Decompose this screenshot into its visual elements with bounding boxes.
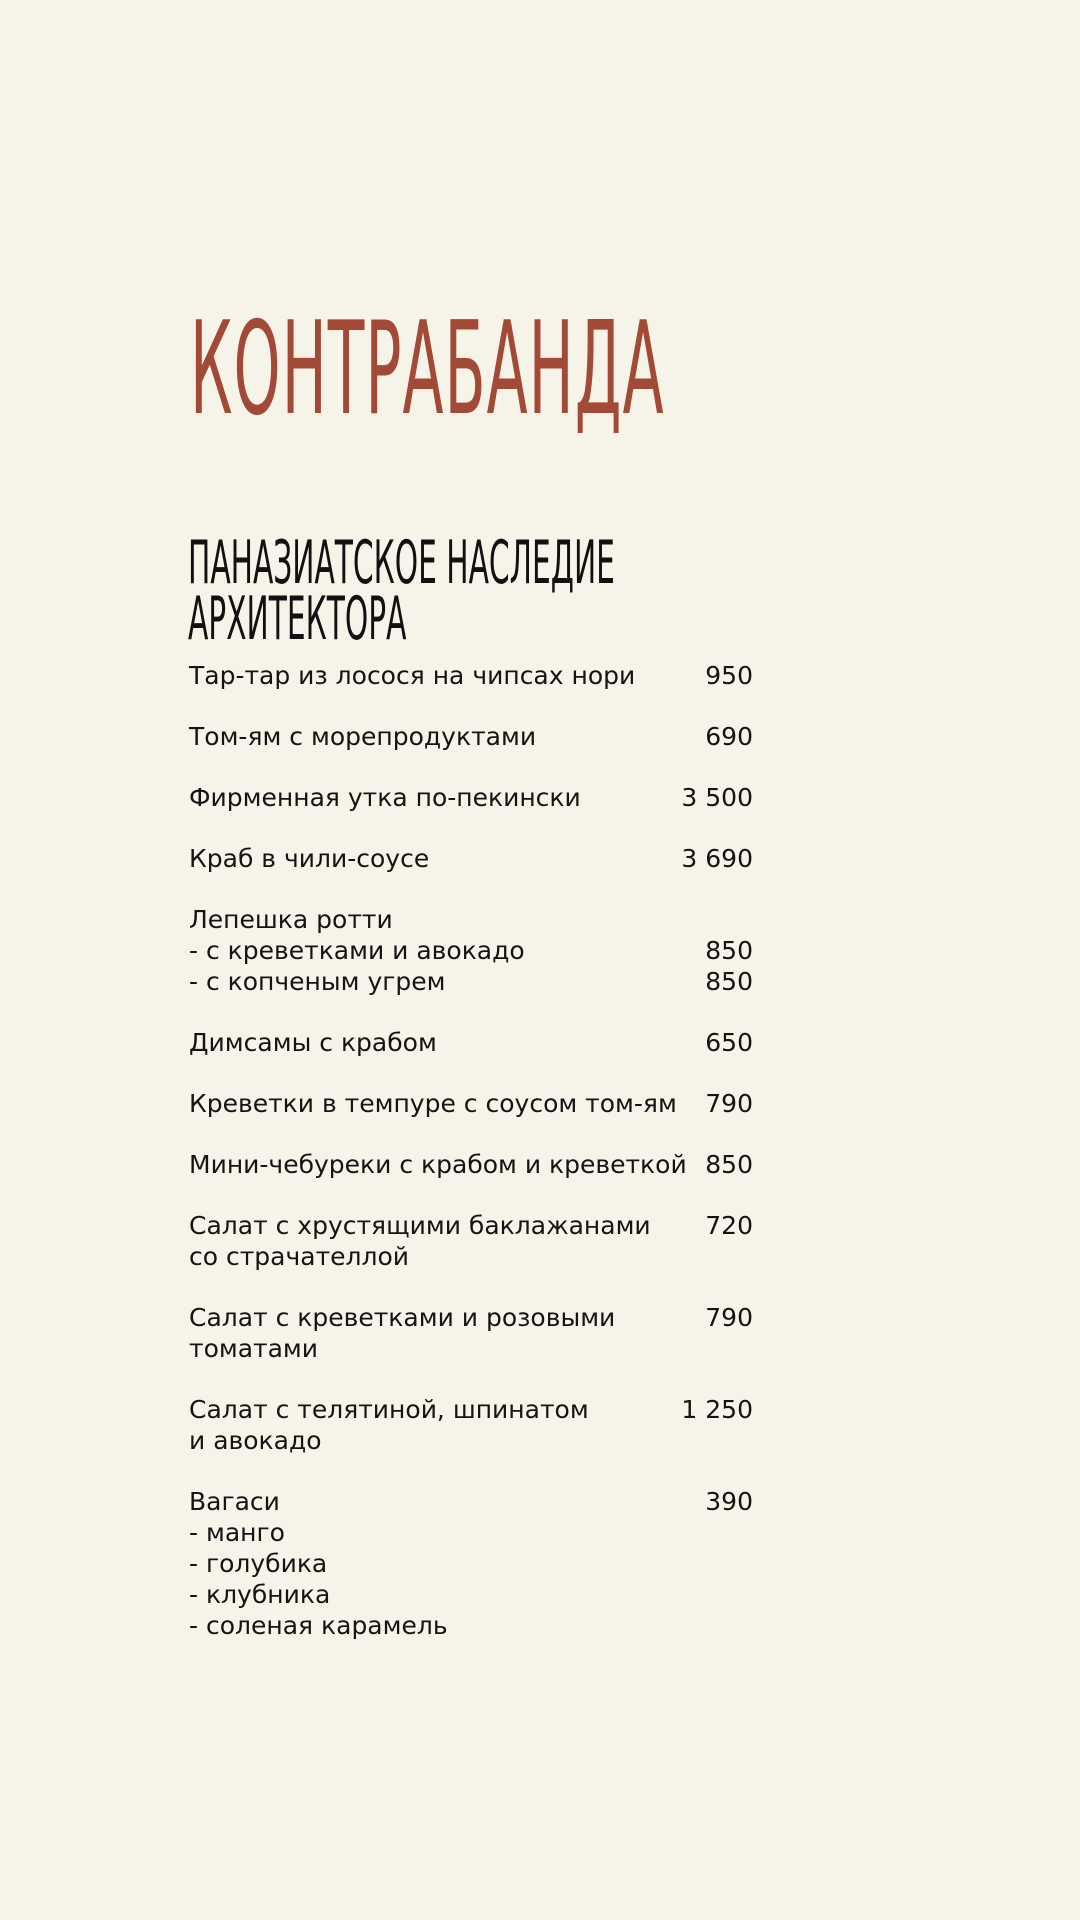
dish-price: 850 (705, 967, 753, 996)
dish-price: 720 (705, 1211, 753, 1240)
dish-price: 3 500 (681, 783, 753, 812)
brand-logo (190, 295, 750, 444)
menu-item-prices (643, 843, 753, 874)
menu-list (189, 660, 753, 1671)
menu-item-name (189, 782, 643, 813)
menu-item-prices (643, 782, 753, 813)
dish-name: Лепешка ротти (189, 905, 393, 934)
dish-option: со страчателлой (189, 1242, 410, 1271)
menu-item-name (189, 1394, 643, 1456)
menu-item-name (189, 843, 643, 874)
dish-price: 690 (705, 722, 753, 751)
dish-name: Креветки в темпуре с соусом том-ям (189, 1089, 677, 1118)
dish-name: Тар-тар из лосося на чипсах нори (189, 661, 636, 690)
menu-item-prices (643, 721, 753, 752)
section-title-line-1: ПАНАЗИАТСКОЕ НАСЛЕДИЕ (188, 528, 615, 598)
menu-item (189, 843, 753, 874)
dish-price: 790 (705, 1089, 753, 1118)
menu-item-prices (643, 1394, 753, 1425)
dish-option: - с креветками и авокадо (189, 936, 525, 965)
menu-item (189, 904, 753, 997)
menu-item (189, 1210, 753, 1272)
dish-option: томатами (189, 1334, 319, 1363)
dish-price: 1 250 (681, 1395, 753, 1424)
menu-item (189, 660, 753, 691)
dish-name: Димсамы с крабом (189, 1028, 437, 1057)
dish-price: 850 (705, 936, 753, 965)
menu-item-prices (687, 1149, 753, 1180)
menu-item (189, 721, 753, 752)
dish-price: 850 (705, 1150, 753, 1179)
menu-item (189, 1486, 753, 1641)
menu-item (189, 1149, 753, 1180)
menu-item-prices (677, 1088, 753, 1119)
dish-name: Мини-чебуреки с крабом и креветкой (189, 1150, 687, 1179)
dish-name: Салат с телятиной, шпинатом (189, 1395, 589, 1424)
dish-option: - голубика (189, 1549, 328, 1578)
menu-item (189, 1302, 753, 1364)
dish-name: Краб в чили-соусе (189, 844, 430, 873)
menu-item-name (189, 1149, 687, 1180)
menu-item-name (189, 904, 643, 997)
menu-item-prices (643, 1027, 753, 1058)
dish-option: - с копченым угрем (189, 967, 446, 996)
menu-item-name (189, 1088, 677, 1119)
menu-item-name (189, 1210, 651, 1272)
menu-item (189, 1088, 753, 1119)
menu-item-name (189, 660, 643, 691)
menu-item (189, 782, 753, 813)
dish-price: 3 690 (681, 844, 753, 873)
menu-item-name (189, 1486, 643, 1641)
dish-name: Салат с креветками и розовыми (189, 1303, 616, 1332)
dish-name: Том-ям с морепродуктами (189, 722, 537, 751)
menu-item-prices (643, 1302, 753, 1333)
menu-item-prices (651, 1210, 753, 1241)
section-title-line-2: АРХИТЕКТОРА (188, 584, 407, 654)
dish-name: Салат с хрустящими баклажанами (189, 1211, 651, 1240)
dish-price: 790 (705, 1303, 753, 1332)
menu-item (189, 1027, 753, 1058)
menu-item-prices (643, 1486, 753, 1517)
menu-item-name (189, 1302, 643, 1364)
dish-name: Фирменная утка по-пекински (189, 783, 581, 812)
brand-title: КОНТРАБАНДА (190, 295, 665, 444)
dish-option: и авокадо (189, 1426, 322, 1455)
section-title (188, 528, 748, 654)
dish-price: 650 (705, 1028, 753, 1057)
menu-item-name (189, 1027, 643, 1058)
dish-option: - клубника (189, 1580, 331, 1609)
menu-item-name (189, 721, 643, 752)
dish-option: - манго (189, 1518, 285, 1547)
dish-name: Вагаси (189, 1487, 280, 1516)
dish-price: 390 (705, 1487, 753, 1516)
menu-item-prices (643, 904, 753, 997)
menu-item (189, 1394, 753, 1456)
dish-price: 950 (705, 661, 753, 690)
dish-option: - соленая карамель (189, 1611, 448, 1640)
menu-item-prices (643, 660, 753, 691)
